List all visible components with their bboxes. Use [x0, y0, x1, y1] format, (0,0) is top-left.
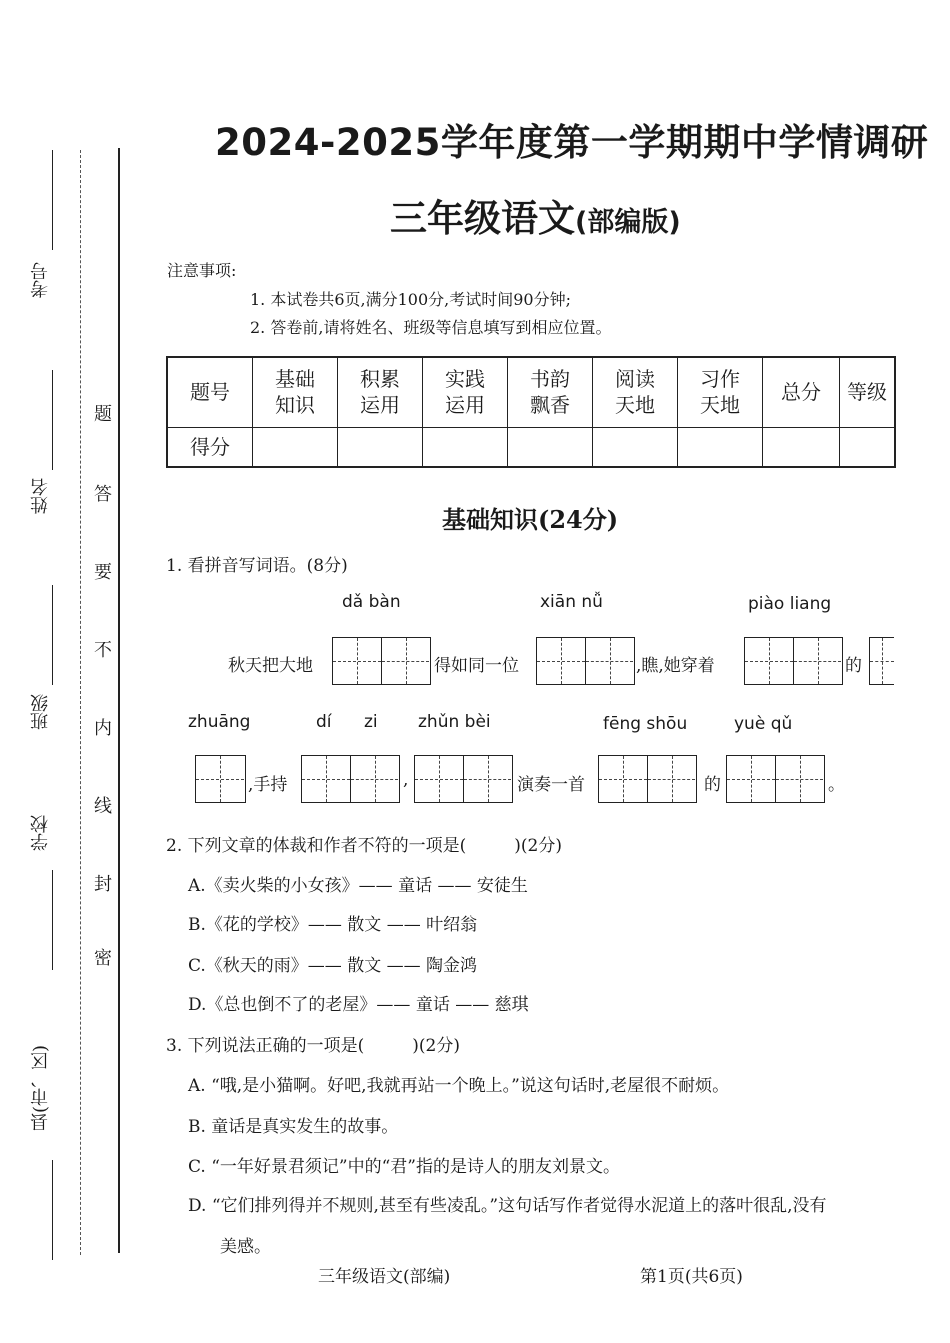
question-2-stem [166, 831, 562, 856]
pinyin: xiān nǚ [540, 592, 603, 612]
seal-char: 线 [94, 796, 112, 817]
name-field[interactable] [52, 370, 53, 470]
header-cell: 总分 [763, 357, 840, 427]
writing-box-yuequ[interactable] [726, 755, 825, 803]
footer-subject: 三年级语文(部编) [318, 1267, 451, 1287]
sentence-text: ,手持 [248, 775, 288, 795]
option: D. “它们排列得并不规则,甚至有些凌乱。”这句话写作者觉得水泥道上的落叶很乱,没有 [188, 1196, 827, 1216]
question-3-score: )(2分) [412, 1036, 460, 1056]
sentence-text: 。 [828, 775, 845, 795]
edition-label: (部编版) [575, 207, 681, 238]
seal-char: 密 [94, 948, 112, 969]
pinyin: zi [364, 712, 378, 732]
class-label: 班级 [30, 694, 51, 730]
seal-char: 不 [94, 640, 112, 661]
exam-number-field[interactable] [52, 150, 53, 250]
question-3-stem [166, 1031, 460, 1056]
score-cell[interactable] [508, 427, 593, 467]
pinyin: fēng shōu [603, 714, 688, 734]
writing-box-xiannv[interactable] [536, 637, 635, 685]
score-table-score-row [167, 427, 895, 467]
writing-box-fengshou[interactable] [598, 755, 697, 803]
writing-box-piaoliang[interactable] [744, 637, 843, 685]
header-cell: 题号 [167, 357, 253, 427]
score-table [166, 356, 896, 468]
option: C.《秋天的雨》—— 散文 —— 陶金鸿 [188, 956, 478, 976]
option: A.《卖火柴的小女孩》—— 童话 —— 安徒生 [188, 876, 528, 896]
header-cell: 书韵 飘香 [508, 357, 593, 427]
score-cell[interactable] [763, 427, 840, 467]
writing-box-zhuang-partial[interactable] [869, 637, 894, 685]
header-cell: 基础 知识 [253, 357, 338, 427]
writing-box-daban[interactable] [332, 637, 431, 685]
exam-number-label: 考号 [30, 262, 51, 298]
option: B.《花的学校》—— 散文 —— 叶绍翁 [188, 915, 478, 935]
option: B. 童话是真实发生的故事。 [188, 1117, 399, 1137]
seal-char: 要 [94, 562, 112, 583]
score-cell[interactable] [593, 427, 678, 467]
header-cell: 积累 运用 [338, 357, 423, 427]
writing-box-zhunbei[interactable] [414, 755, 513, 803]
seal-char: 题 [94, 404, 112, 425]
sentence-text: 演奏一首 [517, 775, 585, 795]
binding-border-line [118, 148, 120, 1253]
score-table-header-row [167, 357, 895, 427]
pinyin: dí [316, 712, 332, 732]
pinyin: zhuāng [188, 712, 251, 732]
seal-char: 封 [94, 874, 112, 895]
option: A. “哦,是小猫啊。好吧,我就再站一个晚上。”说这句话时,老屋很不耐烦。 [188, 1076, 730, 1096]
pinyin: piào liang [748, 594, 832, 614]
question-1-stem: 1. 看拼音写词语。(8分) [166, 556, 348, 576]
exam-title: 2024-2025学年度第一学期期中学情调研 [215, 121, 929, 164]
sentence-text: ,瞧,她穿着 [636, 656, 715, 676]
score-row-label: 得分 [167, 427, 253, 467]
header-cell: 习作 天地 [678, 357, 763, 427]
score-cell[interactable] [253, 427, 338, 467]
subject-title: 三年级语文 [390, 196, 575, 240]
writing-box-dizi[interactable] [301, 755, 400, 803]
school-label: 学校 [30, 815, 51, 851]
score-cell[interactable] [840, 427, 896, 467]
sentence-text: , [403, 770, 409, 790]
seal-dashed-line [80, 150, 81, 1255]
header-cell: 实践 运用 [423, 357, 508, 427]
question-2-text: 2. 下列文章的体裁和作者不符的一项是( [166, 836, 467, 856]
section-title: 基础知识(24分) [442, 505, 619, 534]
exam-subtitle [390, 188, 681, 242]
score-cell[interactable] [678, 427, 763, 467]
seal-char: 答 [94, 484, 112, 505]
pinyin: dǎ bàn [342, 592, 401, 612]
sentence-text: 秋天把大地 [228, 656, 313, 676]
notice-item: 1. 本试卷共6页,满分100分,考试时间90分钟; [250, 290, 571, 309]
question-3-text: 3. 下列说法正确的一项是( [166, 1036, 365, 1056]
option: C. “一年好景君须记”中的“君”指的是诗人的朋友刘景文。 [188, 1157, 620, 1177]
pinyin: yuè qǔ [734, 714, 793, 734]
writing-box-zhuang[interactable] [195, 755, 246, 803]
sentence-text: 的 [845, 656, 862, 676]
page-number: 第1页(共6页) [640, 1267, 743, 1287]
header-cell: 阅读 天地 [593, 357, 678, 427]
score-cell[interactable] [423, 427, 508, 467]
sentence-text: 的 [704, 775, 721, 795]
seal-char: 内 [94, 718, 112, 739]
county-field[interactable] [52, 1160, 53, 1260]
score-cell[interactable] [338, 427, 423, 467]
option-continuation: 美感。 [220, 1237, 271, 1257]
notice-item: 2. 答卷前,请将姓名、班级等信息填写到相应位置。 [250, 318, 612, 337]
header-cell: 等级 [840, 357, 896, 427]
sentence-text: 得如同一位 [434, 656, 519, 676]
county-label: 县(市、区) [30, 1045, 51, 1132]
class-field[interactable] [52, 585, 53, 685]
pinyin: zhǔn bèi [418, 712, 491, 732]
name-label: 姓名 [30, 478, 51, 514]
option: D.《总也倒不了的老屋》—— 童话 —— 慈琪 [188, 995, 529, 1015]
question-2-score: )(2分) [514, 836, 562, 856]
school-field[interactable] [52, 870, 53, 970]
notice-label: 注意事项: [167, 261, 237, 280]
